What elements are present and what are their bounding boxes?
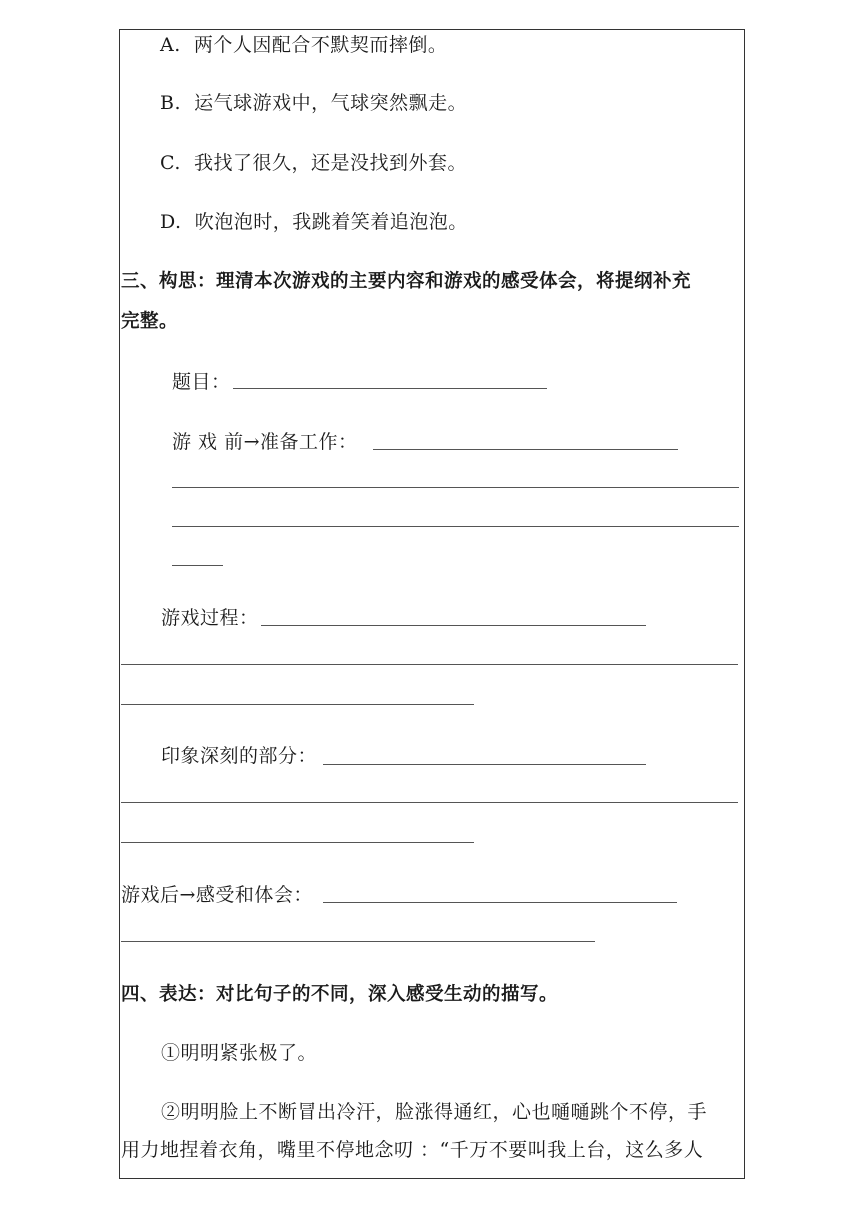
option-d — [160, 210, 468, 234]
impression-blank-3[interactable] — [121, 842, 474, 843]
sentence-1: ①明明紧张极了。 — [161, 1042, 318, 1064]
after-blank-1[interactable] — [323, 902, 677, 903]
option-a-letter: A. — [160, 34, 181, 56]
process-blank-2[interactable] — [121, 664, 738, 665]
section3-heading-line1: 三、构思：理清本次游戏的主要内容和游戏的感受体会，将提纲补充 — [121, 271, 692, 292]
option-a — [160, 33, 447, 57]
before-blank-3[interactable] — [172, 526, 739, 527]
before-label: 游 戏 前→准备工作： — [172, 431, 358, 453]
option-a-text: 两个人因配合不默契而摔倒。 — [193, 34, 448, 56]
before-blank-4[interactable] — [172, 565, 223, 566]
option-d-letter: D. — [160, 211, 182, 233]
impression-blank-1[interactable] — [323, 764, 646, 765]
title-blank[interactable] — [233, 388, 547, 389]
section3-heading-line2: 完整。 — [121, 311, 179, 332]
option-c-letter: C. — [160, 152, 181, 174]
title-label: 题目： — [172, 371, 231, 393]
before-blank-1[interactable] — [373, 449, 678, 450]
after-blank-2[interactable] — [121, 941, 595, 942]
option-d-text: 吹泡泡时，我跳着笑着追泡泡。 — [194, 211, 468, 233]
option-c — [160, 151, 467, 175]
option-b — [160, 91, 467, 115]
option-c-text: 我找了很久，还是没找到外套。 — [194, 152, 468, 174]
process-label: 游戏过程： — [161, 607, 259, 629]
impression-blank-2[interactable] — [121, 802, 738, 803]
process-blank-3[interactable] — [121, 704, 474, 705]
sentence-2-line2: 用力地捏着衣角，嘴里不停地念叨 ：“千万不要叫我上台，这么多人 — [121, 1139, 704, 1161]
impression-label: 印象深刻的部分： — [161, 745, 318, 767]
after-label: 游戏后→感受和体会： — [121, 884, 313, 906]
sentence-2-line1: ②明明脸上不断冒出冷汗，脸涨得通红，心也嗵嗵跳个不停，手 — [161, 1101, 708, 1123]
option-b-text: 运气球游戏中，气球突然飘走。 — [194, 92, 468, 114]
section4-heading: 四、表达：对比句子的不同，深入感受生动的描写。 — [121, 984, 559, 1005]
process-blank-1[interactable] — [261, 625, 646, 626]
option-b-letter: B. — [160, 92, 182, 114]
before-blank-2[interactable] — [172, 487, 739, 488]
